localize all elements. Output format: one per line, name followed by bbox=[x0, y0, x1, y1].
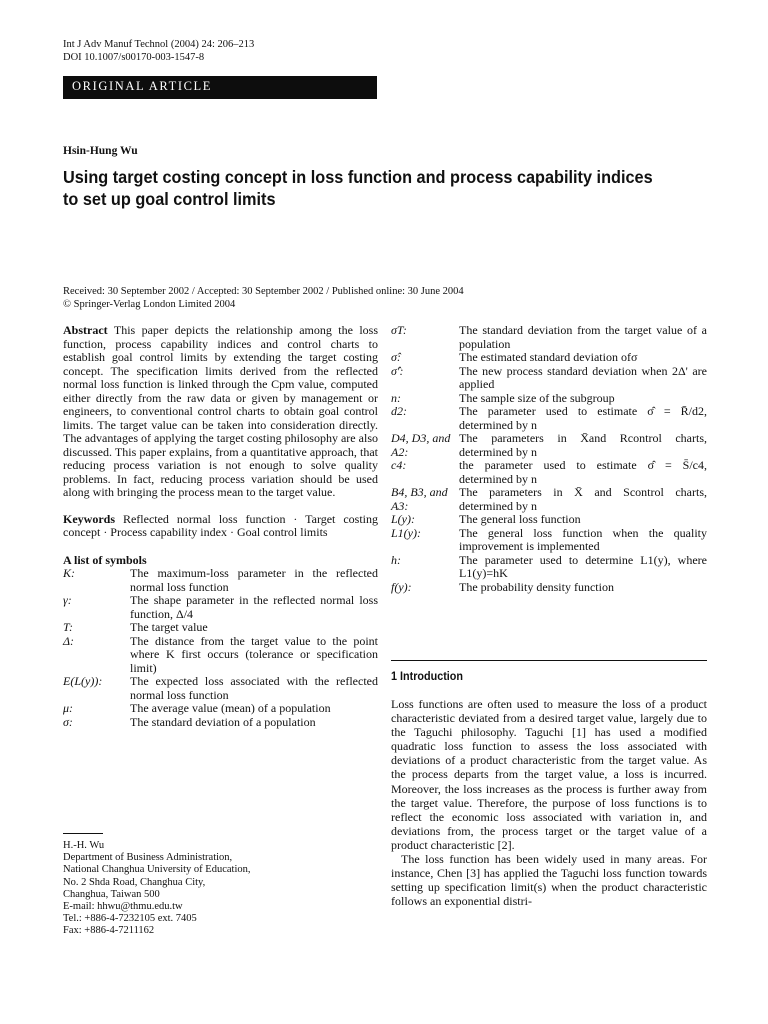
abstract-label: Abstract bbox=[63, 323, 108, 337]
symbol-key: σ̂: bbox=[391, 350, 401, 364]
symbol-row bbox=[63, 567, 378, 594]
symbol-row bbox=[391, 581, 707, 595]
intro-divider bbox=[391, 660, 707, 661]
affil-univ: National Changhua University of Education, bbox=[63, 864, 251, 876]
symbol-key: d2: bbox=[391, 404, 407, 418]
doi: DOI 10.1007/s00170-003-1547-8 bbox=[63, 52, 205, 63]
symbol-description: The sample size of the subgroup bbox=[459, 390, 615, 405]
symbol-row bbox=[391, 392, 707, 406]
journal-citation: Int J Adv Manuf Technol (2004) 24: 206–213 bbox=[63, 39, 255, 50]
symbol-description: The general loss function bbox=[459, 512, 581, 526]
keywords-label: Keywords bbox=[63, 511, 115, 526]
symbol-key: E(L(y)): bbox=[63, 674, 103, 688]
symbol-description: The general loss function when the quality improvement is implemented bbox=[459, 525, 707, 553]
keywords bbox=[63, 513, 378, 540]
affil-street: No. 2 Shda Road, Changhua City, bbox=[63, 876, 206, 888]
symbol-description: The estimated standard deviation ofσ bbox=[459, 350, 638, 364]
symbol-row bbox=[63, 702, 378, 716]
symbol-description: The parameters in X̄ and Scontrol charts, determined by n bbox=[459, 485, 707, 513]
affil-city: Changhua, Taiwan 500 bbox=[63, 888, 160, 900]
intro-paragraph-2: The loss function has been widely used in many areas. For instance, Chen [3] has applied the Taguchi loss function towards setting up specification limit(s) when the product characteristic follows an exponential distri- bbox=[391, 852, 707, 909]
symbol-description: The parameters in X̄and Rcontrol charts, determined by n bbox=[459, 431, 707, 459]
symbol-description: The maximum-loss parameter in the reflected normal loss function bbox=[130, 566, 378, 594]
symbol-description: the parameter used to estimate σ̂ = S̄/c4, determined by n bbox=[459, 458, 707, 486]
affil-dept: Department of Business Administration, bbox=[63, 852, 233, 864]
symbol-description: The parameter used to determine L1(y), where L1(y)=hK bbox=[459, 552, 707, 580]
symbol-row bbox=[63, 594, 378, 621]
symbol-description: The distance from the target value to the point where K first occurs (tolerance or specification limit) bbox=[130, 633, 378, 675]
symbol-key: h: bbox=[391, 552, 401, 567]
symbol-key: σ: bbox=[63, 714, 73, 729]
received-dates: Received: 30 September 2002 / Accepted: 30 September 2002 / Published online: 30 June 2004 bbox=[63, 286, 464, 297]
symbols-list-left bbox=[63, 567, 378, 729]
symbols-heading: A list of symbols bbox=[63, 552, 147, 567]
left-column bbox=[63, 324, 378, 729]
right-column bbox=[391, 324, 707, 594]
symbol-key: K: bbox=[63, 566, 75, 580]
symbol-row bbox=[391, 405, 707, 432]
symbol-row bbox=[391, 432, 707, 459]
keywords-text: Reflected normal loss function · Target costing concept · Process capability index · Goal control limits bbox=[63, 511, 378, 539]
symbol-row bbox=[391, 459, 707, 486]
symbol-description: The probability density function bbox=[459, 579, 614, 594]
article-type-label: ORIGINAL ARTICLE bbox=[72, 79, 212, 93]
symbol-row bbox=[391, 527, 707, 554]
symbol-key: f(y): bbox=[391, 579, 412, 594]
introduction-heading: 1 Introduction bbox=[391, 669, 463, 683]
symbol-key: γ: bbox=[63, 593, 72, 607]
symbol-row bbox=[63, 635, 378, 676]
symbol-key: c4: bbox=[391, 458, 407, 472]
paper-title: Using target costing concept in loss function and process capability indices to set up goal control limits bbox=[63, 167, 653, 209]
author-name: Hsin-Hung Wu bbox=[63, 145, 138, 157]
abstract bbox=[63, 324, 378, 500]
intro-paragraph-1: Loss functions are often used to measure the loss of a product characteristic deviated from a desired target value, largely due to the Taguchi philosophy. Taguchi [1] has used a modified quadratic loss function to assess the loss associated with deviations of a product characteristic from the target value. As the process departs from the target value, a loss is incurred. Moreover, the loss increases as the process is further away from the target value. Therefore, the purpose of loss functions is to reflect the economic loss associated with variation in, and deviations from, the process target or the target value of a product characteristic [2]. bbox=[391, 697, 707, 852]
affil-name: H.-H. Wu bbox=[63, 840, 105, 851]
abstract-text: This paper depicts the relationship among the loss function, process capability indices and control charts to establish goal control limits by extending the target costing concept. The specification limits derived from the reflected normal loss function is linked through the Cpm value, computed either directly from the raw data or given by management or engineers, to conventional control charts to obtain goal control limits. The target value can be taken into consideration directly. The advantages of applying the target costing philosophy are also discussed. This paper explains, from a quantitative approach, that reducing process variation is not enough to solve quality problems. In fact, reducing process variation should be used along with bringing the process mean to the target value. bbox=[63, 323, 378, 499]
publication-history bbox=[63, 286, 703, 311]
introduction-body bbox=[391, 697, 707, 908]
symbol-description: The standard deviation from the target value of a population bbox=[459, 323, 707, 351]
article-type-bar bbox=[63, 76, 377, 99]
symbol-row bbox=[391, 554, 707, 581]
symbol-row bbox=[63, 621, 378, 635]
symbol-description: The standard deviation of a population bbox=[130, 714, 316, 729]
symbol-key: Δ: bbox=[63, 633, 75, 648]
symbols-list-right bbox=[391, 324, 707, 594]
symbol-description: The parameter used to estimate σ̂ = R̄/d2, determined by n bbox=[459, 404, 707, 432]
symbol-row bbox=[63, 716, 378, 730]
symbol-key: μ: bbox=[63, 701, 74, 715]
affiliation-divider bbox=[63, 833, 103, 834]
symbol-key: L1(y): bbox=[391, 525, 421, 540]
affiliation bbox=[63, 840, 378, 938]
symbol-description: The expected loss associated with the reflected normal loss function bbox=[130, 674, 378, 702]
symbol-key: T: bbox=[63, 620, 74, 634]
affil-email: E-mail: hhwu@thmu.edu.tw bbox=[63, 901, 183, 913]
affil-tel: Tel.: +886-4-7232105 ext. 7405 bbox=[63, 913, 197, 925]
symbol-key: σ̂′: bbox=[391, 363, 404, 378]
symbol-row bbox=[391, 486, 707, 513]
symbol-key: D4, D3, and A2: bbox=[391, 431, 451, 459]
symbol-row bbox=[391, 365, 707, 392]
symbol-description: The new process standard deviation when 2Δ' are applied bbox=[459, 363, 707, 391]
journal-header bbox=[63, 38, 254, 64]
symbol-key: B4, B3, and A3: bbox=[391, 485, 448, 513]
symbol-row bbox=[391, 513, 707, 527]
symbol-row bbox=[391, 324, 707, 351]
symbol-row bbox=[63, 675, 378, 702]
symbol-key: L(y): bbox=[391, 512, 415, 526]
symbol-description: The shape parameter in the reflected normal loss function, Δ/4 bbox=[130, 593, 378, 621]
symbol-key: n: bbox=[391, 390, 401, 405]
symbol-key: σT: bbox=[391, 323, 407, 337]
symbol-description: The target value bbox=[130, 620, 208, 634]
symbol-description: The average value (mean) of a population bbox=[130, 701, 331, 715]
affil-fax: Fax: +886-4-7211162 bbox=[63, 925, 155, 937]
symbol-row bbox=[391, 351, 707, 365]
copyright: © Springer-Verlag London Limited 2004 bbox=[63, 298, 236, 310]
